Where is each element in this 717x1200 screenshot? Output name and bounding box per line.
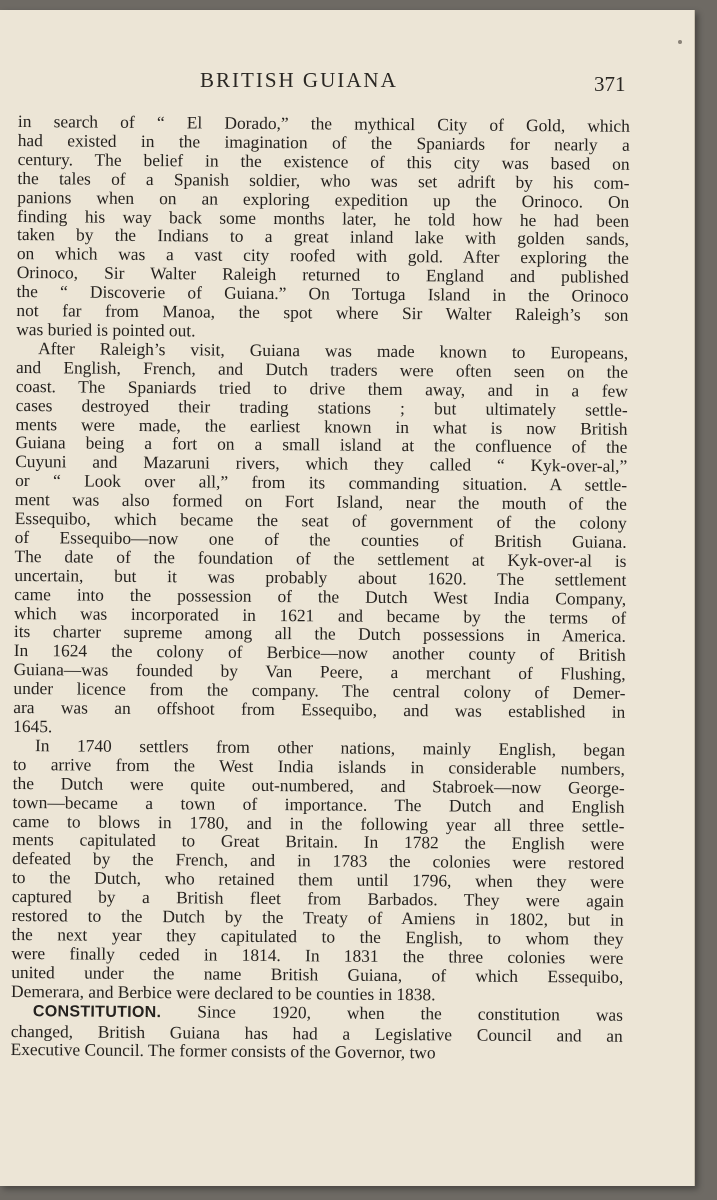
- page-number: 371: [594, 72, 626, 96]
- text-line: changed, British Guiana has had a Legislative Council and an: [10, 1020, 623, 1046]
- text-line: Guiana—was founded by Van Peere, a merchant of Flushing,: [13, 659, 626, 685]
- text-line: Executive Council. The former consists of the Governor, two: [10, 1039, 436, 1063]
- text-line: not far from Manoa, the spot where Sir Walter Raleigh’s son: [16, 300, 629, 325]
- text-line: which was incorporated in 1621 and became by the terms of: [13, 602, 627, 628]
- text-line: ments capitulated to Great Britain. In 1782 the English were: [12, 829, 625, 855]
- text-line: defeated by the French, and in 1783 the colonies were restored: [12, 848, 625, 874]
- text-line: Demerara, and Berbice were declared to be counties in 1838.: [11, 980, 436, 1004]
- text-line: ara was an offshoot from Essequibo, and was established in: [13, 697, 626, 722]
- text-line: panions when on an exploring expedition up the Orinoco. On: [17, 186, 630, 212]
- text-line: captured by a British fleet from Barbados. They were again: [11, 886, 624, 911]
- text-line: or “ Look over all,” from its commanding situation. A settle-: [15, 470, 628, 496]
- text-line: century. The belief in the existence of this city was based on: [17, 148, 630, 174]
- text-line: to arrive from the West India islands in considerable numbers,: [12, 753, 625, 779]
- text-line: After Raleigh’s visit, Guiana was made known to Europeans,: [38, 338, 629, 363]
- text-line: In 1624 the colony of Berbice—now another county of British: [13, 640, 626, 666]
- text-line: coast. The Spaniards tried to drive them away, and in a few: [15, 375, 628, 401]
- text-line: Cuyuni and Mazaruni rivers, which they called “ Kyk-over-al,”: [15, 451, 628, 477]
- text-line: were finally ceded in 1814. In 1831 the three colonies were: [11, 942, 624, 968]
- text-line: Essequibo, which became the seat of government of the colony: [14, 508, 627, 533]
- text-line: under licence from the company. The central colony of Demer-: [13, 678, 626, 703]
- text-line: The date of the foundation of the settlement at Kyk-over-al is: [14, 545, 627, 571]
- text-line: town—became a town of importance. The Dutch and English: [12, 791, 625, 817]
- paper-speck: [678, 40, 682, 44]
- text-line: united under the name British Guiana, of which Essequibo,: [11, 961, 624, 987]
- paragraph: [11, 1001, 623, 1065]
- paragraph: [16, 112, 630, 344]
- text-line: Orinoco, Sir Walter Raleigh returned to England and published: [16, 262, 629, 288]
- text-line: the next year they capitulated to the English, to whom they: [11, 923, 624, 949]
- text-line: came to blows in 1780, and in the following year all three settle-: [12, 810, 625, 836]
- text-line: cases destroyed their trading stations ; but ultimately settle-: [15, 394, 628, 420]
- text-line: the tales of a Spanish soldier, who was set adrift by his com-: [17, 167, 630, 193]
- text-line: had existed in the imagination of the Spaniards for nearly a: [17, 129, 630, 155]
- text-line: the Dutch were quite out-numbered, and Stabroek—now George-: [12, 772, 625, 798]
- text-line: taken by the Indians to a great inland lake with golden sands,: [16, 224, 630, 250]
- text-line: to the Dutch, who retained them until 1796, when they were: [11, 867, 625, 893]
- paragraph: [13, 339, 628, 741]
- paragraph: [11, 736, 625, 1005]
- text-line: its charter supreme among all the Dutch possessions in America.: [13, 621, 626, 647]
- text-line: came into the possession of the Dutch West India Company,: [14, 583, 627, 609]
- text-line: ment was also formed on Fort Island, near the mouth of the: [14, 489, 628, 514]
- text-line: of Essequibo—now one of the counties of British Guiana.: [14, 526, 627, 552]
- page-header: [0, 62, 694, 102]
- text-line: 1645.: [13, 715, 53, 737]
- body-text: [11, 112, 630, 1064]
- text-line: finding his way back some months later, he told how he had been: [17, 205, 630, 231]
- running-title: BRITISH GUIANA: [200, 68, 398, 92]
- text-line: the “ Discoverie of Guiana.” On Tortuga Island in the Orinoco: [16, 281, 629, 306]
- section-heading: CONSTITUTION.: [32, 1002, 162, 1021]
- text-line: on which was a vast city roofed with gold. After exploring the: [16, 243, 629, 269]
- text-line: restored to the Dutch by the Treaty of Amiens in 1802, but in: [11, 905, 624, 930]
- book-page: [0, 10, 695, 1186]
- text-line: in search of “ El Dorado,” the mythical City of Gold, which: [17, 111, 630, 136]
- text-line: Guiana being a fort on a small island at the confluence of the: [15, 432, 628, 458]
- text-line: uncertain, but it was probably about 1620. The settlement: [14, 564, 627, 590]
- text-line: ments were made, the earliest known in what is now British: [15, 413, 628, 439]
- text-line: In 1740 settlers from other nations, mainly English, began: [34, 735, 626, 760]
- text-line: was buried is pointed out.: [16, 318, 196, 341]
- text-line: and English, French, and Dutch traders were often seen on the: [15, 356, 629, 382]
- text-line: CONSTITUTION. Since 1920, when the constitution was: [32, 1001, 623, 1025]
